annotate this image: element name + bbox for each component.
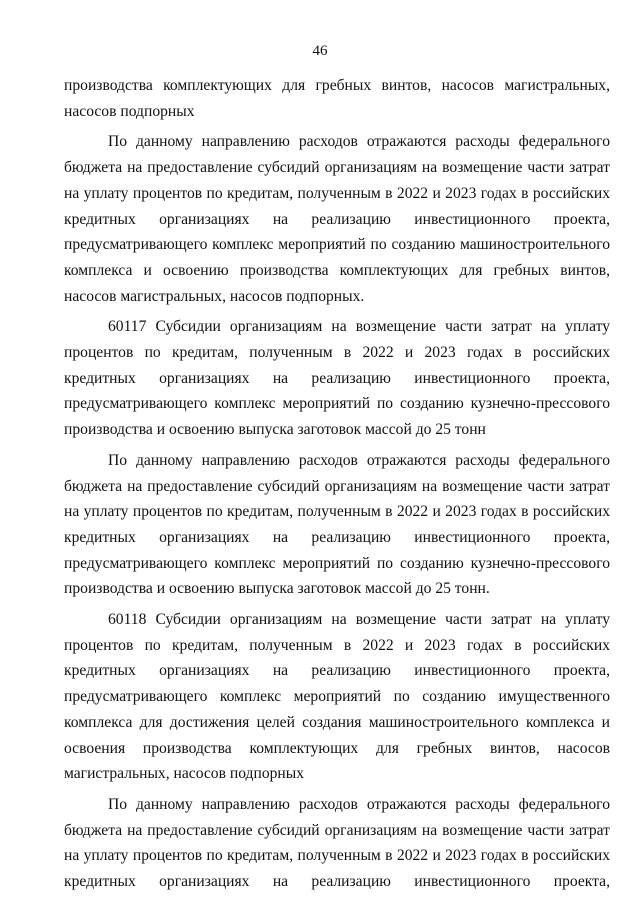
paragraph-code-60118: 60118 Субсидии организациям на возмещение части затрат на уплату процентов по кредитам, полученным в 2022 и 2023 годах в российских кредитных организациях на реализацию инвестиционного проекта, предусматривающего комплекс мероприятий по созданию имущественного комплекса для достижения целей создания машиностроительного комплекса и освоения производства комплектующих для гребных винтов, насосов магистральных, насосов подпорных <box>64 611 610 783</box>
paragraph-description: По данному направлению расходов отражаются расходы федерального бюджета на предоставление субсидий организациям на возмещение части затрат на уплату процентов по кредитам, полученным в 2022 и 2023 годах в российских кредитных организациях на реализацию инвестиционного проекта, предусматривающего комплекс мероприятий по созданию машиностроительного комплекса и освоению производства комплектующих для гребных винтов, насосов магистральных, насосов подпорных. <box>64 133 610 305</box>
paragraph-code-60117: 60117 Субсидии организациям на возмещение части затрат на уплату процентов по кредитам, полученным в 2022 и 2023 годах в российских кредитных организациях на реализацию инвестиционного проекта, предусматривающего комплекс мероприятий по созданию кузнечно-прессового производства и освоению выпуска заготовок массой до 25 тонн <box>64 318 610 439</box>
paragraph-continuation: производства комплектующих для гребных винтов, насосов магистральных, насосов подпорных <box>64 77 610 120</box>
page-number: 46 <box>312 43 328 59</box>
paragraph-description: По данному направлению расходов отражаются расходы федерального бюджета на предоставление субсидий организациям на возмещение части затрат на уплату процентов по кредитам, полученным в 2022 и 2023 годах в российских кредитных организациях на реализацию инвестиционного проекта, предусматривающего комплекс мероприятий по созданию кузнечно-прессового производства и освоению выпуска заготовок массой до 25 тонн. <box>64 451 610 598</box>
document-body <box>64 73 610 895</box>
paragraph-description-truncated: По данному направлению расходов отражаются расходы федерального бюджета на предоставление субсидий организациям на возмещение части затрат на уплату процентов по кредитам, полученным в 2022 и 2023 годах в российских кредитных организациях на реализацию инвестиционного проекта, <box>64 795 610 891</box>
